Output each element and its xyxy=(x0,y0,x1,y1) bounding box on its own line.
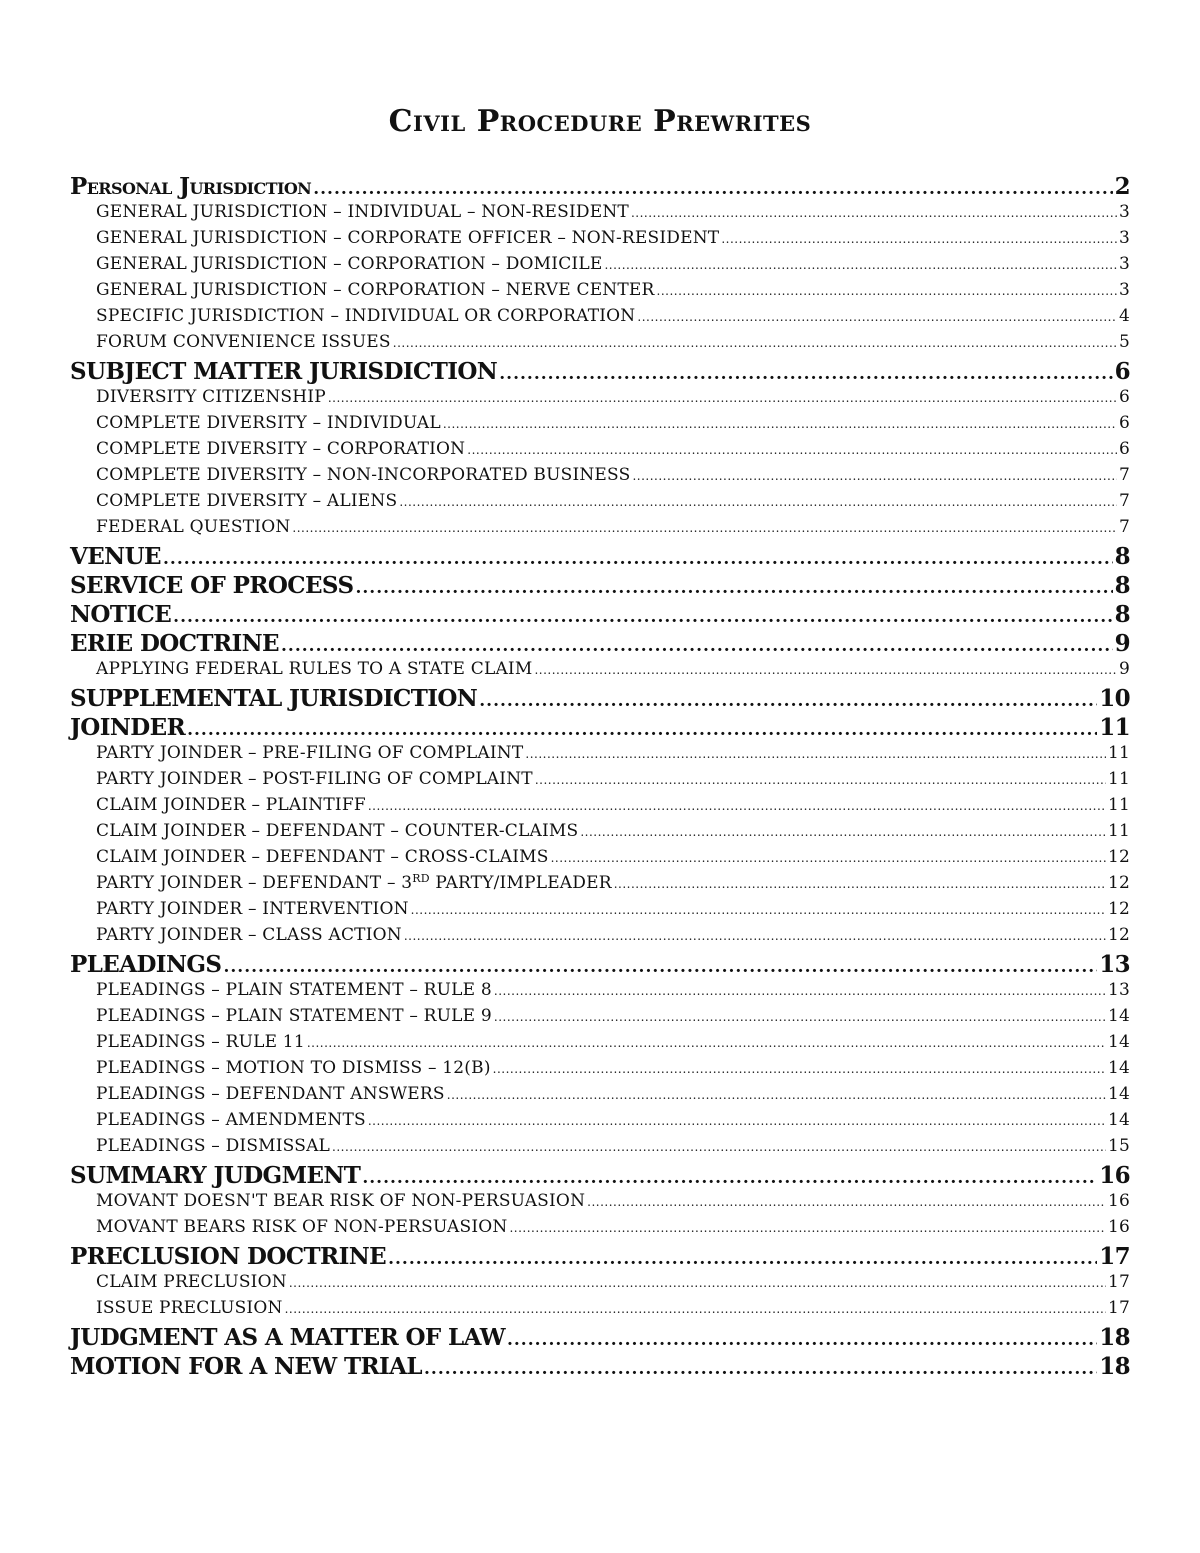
dot-leader xyxy=(493,1058,1106,1078)
toc-subsection-entry[interactable] xyxy=(70,202,1130,228)
toc-entry-text: PARTY JOINDER – INTERVENTION xyxy=(96,899,409,919)
toc-page-number: 12 xyxy=(1107,847,1130,867)
dot-leader xyxy=(551,847,1106,867)
toc-section-entry[interactable] xyxy=(70,630,1130,659)
dot-leader xyxy=(614,873,1106,893)
toc-entry-text: COMPLETE DIVERSITY – INDIVIDUAL xyxy=(96,413,441,433)
toc-page-number: 9 xyxy=(1118,659,1130,679)
toc-entry-text: SPECIFIC JURISDICTION – INDIVIDUAL OR CORPORATION xyxy=(96,306,636,326)
toc-entry-label xyxy=(96,980,492,1000)
toc-entry-text: PARTY JOINDER – POST-FILING OF COMPLAINT xyxy=(96,769,533,789)
dot-leader xyxy=(631,202,1117,222)
toc-entry-label xyxy=(70,572,353,599)
toc-entry-label xyxy=(70,358,497,385)
dot-leader xyxy=(509,1217,1105,1237)
toc-page-number: 3 xyxy=(1118,202,1130,222)
toc-entry-text: PARTY JOINDER – DEFENDANT – 3 xyxy=(96,873,413,893)
toc-page-number: 8 xyxy=(1114,601,1130,628)
dot-leader xyxy=(587,1191,1106,1211)
toc-entry-text: PLEADINGS – MOTION TO DISMISS – 12(B) xyxy=(96,1058,491,1078)
dot-leader xyxy=(479,685,1097,712)
toc-subsection-entry[interactable] xyxy=(70,899,1130,925)
toc-page-number: 16 xyxy=(1099,1162,1130,1189)
toc-entry-label xyxy=(70,1324,505,1351)
toc-entry-text: JUDGMENT AS A MATTER OF LAW xyxy=(70,1324,505,1351)
toc-entry-label xyxy=(96,254,602,274)
toc-page-number: 6 xyxy=(1118,387,1130,407)
dot-leader xyxy=(399,491,1117,511)
dot-leader xyxy=(535,769,1106,789)
toc-entry-text: DIVERSITY CITIZENSHIP xyxy=(96,387,326,407)
toc-page-number: 7 xyxy=(1118,465,1130,485)
dot-leader xyxy=(580,821,1106,841)
toc-entry-text: PLEADINGS – PLAIN STATEMENT – RULE 8 xyxy=(96,980,492,1000)
toc-entry-text: APPLYING FEDERAL RULES TO A STATE CLAIM xyxy=(96,659,533,679)
dot-leader xyxy=(281,630,1113,657)
dot-leader xyxy=(187,714,1097,741)
toc-entry-label xyxy=(96,306,635,326)
dot-leader xyxy=(443,413,1117,433)
toc-entry-text: COMPLETE DIVERSITY – CORPORATION xyxy=(96,439,466,459)
dot-leader xyxy=(289,1272,1106,1292)
toc-subsection-entry[interactable] xyxy=(70,1058,1130,1084)
toc-section-entry[interactable] xyxy=(70,1324,1130,1353)
toc-entry-label xyxy=(70,601,171,628)
toc-entry-text: NOTICE xyxy=(70,601,172,628)
toc-entry-label xyxy=(96,1084,445,1104)
toc-entry-text: FEDERAL QUESTION xyxy=(96,517,291,537)
toc-section-entry[interactable] xyxy=(70,358,1130,387)
toc-entry-label xyxy=(70,714,185,741)
toc-subsection-entry[interactable] xyxy=(70,659,1130,685)
toc-page-number: 3 xyxy=(1118,254,1130,274)
toc-section-entry[interactable] xyxy=(70,543,1130,572)
dot-leader xyxy=(368,1110,1106,1130)
toc-page-number: 7 xyxy=(1118,517,1130,537)
toc-entry-text: VENUE xyxy=(70,543,161,570)
document-title: Civil Procedure Prewrites xyxy=(388,104,812,139)
toc-subsection-entry[interactable] xyxy=(70,925,1130,951)
toc-subsection-entry[interactable] xyxy=(70,1084,1130,1110)
toc-entry-text: CLAIM PRECLUSION xyxy=(96,1272,287,1292)
toc-entry-label xyxy=(96,1136,330,1156)
toc-page-number: 18 xyxy=(1099,1353,1130,1380)
toc-entry-text: CLAIM JOINDER – DEFENDANT – CROSS-CLAIMS xyxy=(96,847,549,867)
toc-subsection-entry[interactable] xyxy=(70,1032,1130,1058)
toc-entry-text: SUBJECT MATTER JURISDICTION xyxy=(70,358,498,385)
toc-subsection-entry[interactable] xyxy=(70,1217,1130,1243)
toc-entry-label xyxy=(96,202,629,222)
toc-entry-text: PLEADINGS – DISMISSAL xyxy=(96,1136,331,1156)
dot-leader xyxy=(393,332,1117,352)
toc-page-number: 11 xyxy=(1107,769,1130,789)
dot-leader xyxy=(173,601,1112,628)
toc-entry-label xyxy=(96,1217,507,1237)
toc-page-number: 6 xyxy=(1118,439,1130,459)
toc-entry-label xyxy=(96,387,326,407)
toc-entry-label xyxy=(96,517,290,537)
toc-page-number: 11 xyxy=(1107,743,1130,763)
dot-leader xyxy=(355,572,1112,599)
toc-page-number: 6 xyxy=(1114,358,1130,385)
toc-entry-label xyxy=(96,769,533,789)
toc-page-number: 9 xyxy=(1114,630,1130,657)
toc-page-number: 11 xyxy=(1107,821,1130,841)
toc-entry-text: PLEADINGS – PLAIN STATEMENT – RULE 9 xyxy=(96,1006,492,1026)
toc-entry-label xyxy=(70,1243,386,1270)
toc-page-number: 14 xyxy=(1107,1032,1130,1052)
table-of-contents xyxy=(70,173,1130,1382)
toc-entry-label xyxy=(96,821,578,841)
toc-subsection-entry[interactable] xyxy=(70,254,1130,280)
toc-entry-text: PLEADINGS xyxy=(70,951,222,978)
toc-subsection-entry[interactable] xyxy=(70,1110,1130,1136)
toc-page-number: 12 xyxy=(1107,873,1130,893)
toc-entry-text: MOTION FOR A NEW TRIAL xyxy=(70,1353,422,1380)
toc-entry-label xyxy=(96,491,397,511)
toc-entry-label xyxy=(96,1272,287,1292)
dot-leader xyxy=(292,517,1117,537)
toc-page-number: 5 xyxy=(1118,332,1130,352)
toc-page-number: 14 xyxy=(1107,1110,1130,1130)
toc-entry-text: GENERAL JURISDICTION – CORPORATION – DOMICILE xyxy=(96,254,603,274)
toc-entry-label xyxy=(96,280,655,300)
dot-leader xyxy=(223,951,1097,978)
dot-leader xyxy=(285,1298,1106,1318)
toc-subsection-entry[interactable] xyxy=(70,280,1130,306)
toc-page-number: 10 xyxy=(1099,685,1130,712)
dot-leader xyxy=(467,439,1117,459)
toc-subsection-entry[interactable] xyxy=(70,873,1130,899)
toc-entry-text: PLEADINGS – AMENDMENTS xyxy=(96,1110,366,1130)
toc-entry-label xyxy=(96,873,612,893)
toc-subsection-entry[interactable] xyxy=(70,769,1130,795)
toc-entry-text: ERIE DOCTRINE xyxy=(70,630,279,657)
toc-subsection-entry[interactable] xyxy=(70,1191,1130,1217)
toc-entry-label xyxy=(96,439,465,459)
toc-subsection-entry[interactable] xyxy=(70,306,1130,332)
toc-entry-text: ISSUE PRECLUSION xyxy=(96,1298,283,1318)
toc-page-number: 13 xyxy=(1099,951,1130,978)
toc-entry-label xyxy=(96,465,630,485)
toc-subsection-entry[interactable] xyxy=(70,1006,1130,1032)
toc-entry-text: SUPPLEMENTAL JURISDICTION xyxy=(70,685,478,712)
toc-entry-text: JOINDER xyxy=(70,714,186,741)
toc-page-number: 18 xyxy=(1099,1324,1130,1351)
toc-subsection-entry[interactable] xyxy=(70,795,1130,821)
toc-subsection-entry[interactable] xyxy=(70,847,1130,873)
toc-page-number: 8 xyxy=(1114,572,1130,599)
dot-leader xyxy=(657,280,1117,300)
toc-entry-label xyxy=(70,543,161,570)
toc-page-number: 2 xyxy=(1114,173,1130,200)
toc-section-entry[interactable] xyxy=(70,1162,1130,1191)
toc-entry-label xyxy=(70,630,279,657)
toc-section-entry[interactable] xyxy=(70,1243,1130,1272)
toc-entry-label xyxy=(96,228,719,248)
toc-entry-text: Personal Jurisdiction xyxy=(70,173,312,200)
toc-entry-label xyxy=(96,899,409,919)
toc-subsection-entry[interactable] xyxy=(70,517,1130,543)
toc-page-number: 8 xyxy=(1114,543,1130,570)
toc-subsection-entry[interactable] xyxy=(70,491,1130,517)
dot-leader xyxy=(313,173,1112,200)
dot-leader xyxy=(604,254,1117,274)
toc-page-number: 11 xyxy=(1107,795,1130,815)
dot-leader xyxy=(494,1006,1106,1026)
toc-entry-label xyxy=(96,659,532,679)
toc-section-entry[interactable] xyxy=(70,714,1130,743)
toc-entry-text: MOVANT BEARS RISK OF NON-PERSUASION xyxy=(96,1217,508,1237)
toc-page-number: 4 xyxy=(1118,306,1130,326)
dot-leader xyxy=(424,1353,1097,1380)
toc-entry-label xyxy=(96,1006,492,1026)
toc-entry-label xyxy=(96,1298,283,1318)
toc-page-number: 13 xyxy=(1107,980,1130,1000)
dot-leader xyxy=(368,795,1106,815)
toc-subsection-entry[interactable] xyxy=(70,387,1130,413)
toc-section-entry[interactable] xyxy=(70,1353,1130,1382)
toc-subsection-entry[interactable] xyxy=(70,465,1130,491)
toc-entry-text: GENERAL JURISDICTION – CORPORATION – NERVE CENTER xyxy=(96,280,655,300)
toc-entry-text: PRECLUSION DOCTRINE xyxy=(70,1243,387,1270)
toc-section-entry[interactable] xyxy=(70,601,1130,630)
dot-leader xyxy=(637,306,1117,326)
toc-subsection-entry[interactable] xyxy=(70,980,1130,1006)
toc-page-number: 6 xyxy=(1118,413,1130,433)
toc-entry-text: CLAIM JOINDER – DEFENDANT – COUNTER-CLAIMS xyxy=(96,821,579,841)
dot-leader xyxy=(499,358,1112,385)
toc-page-number: 16 xyxy=(1107,1191,1130,1211)
toc-section-entry[interactable] xyxy=(70,572,1130,601)
dot-leader xyxy=(494,980,1106,1000)
toc-page-number: 14 xyxy=(1107,1058,1130,1078)
toc-subsection-entry[interactable] xyxy=(70,228,1130,254)
toc-subsection-entry[interactable] xyxy=(70,1272,1130,1298)
toc-entry-text: PARTY JOINDER – CLASS ACTION xyxy=(96,925,402,945)
dot-leader xyxy=(632,465,1117,485)
toc-entry-text: COMPLETE DIVERSITY – ALIENS xyxy=(96,491,398,511)
toc-page-number: 14 xyxy=(1107,1084,1130,1104)
toc-entry-text: SERVICE OF PROCESS xyxy=(70,572,354,599)
dot-leader xyxy=(404,925,1106,945)
toc-entry-label xyxy=(70,1162,360,1189)
toc-subsection-entry[interactable] xyxy=(70,413,1130,439)
toc-section-entry[interactable] xyxy=(70,685,1130,714)
toc-entry-label xyxy=(70,951,221,978)
toc-page-number: 12 xyxy=(1107,899,1130,919)
toc-page-number: 17 xyxy=(1099,1243,1130,1270)
toc-entry-text: PLEADINGS – DEFENDANT ANSWERS xyxy=(96,1084,445,1104)
toc-page-number: 11 xyxy=(1099,714,1130,741)
dot-leader xyxy=(362,1162,1097,1189)
toc-entry-text: MOVANT DOESN'T BEAR RISK OF NON-PERSUASION xyxy=(96,1191,586,1211)
toc-entry-text: PARTY JOINDER – PRE-FILING OF COMPLAINT xyxy=(96,743,524,763)
toc-entry-text: FORUM CONVENIENCE ISSUES xyxy=(96,332,391,352)
toc-entry-label xyxy=(96,413,441,433)
toc-entry-label xyxy=(96,1058,491,1078)
toc-entry-superscript: RD xyxy=(412,872,430,885)
toc-entry-label xyxy=(70,173,311,200)
toc-entry-label xyxy=(96,1191,585,1211)
toc-page-number: 12 xyxy=(1107,925,1130,945)
toc-section-entry[interactable] xyxy=(70,951,1130,980)
toc-entry-text: COMPLETE DIVERSITY – NON-INCORPORATED BUSINESS xyxy=(96,465,631,485)
toc-entry-text-continued: PARTY/IMPLEADER xyxy=(429,873,612,893)
toc-entry-label xyxy=(96,1032,305,1052)
toc-entry-text: PLEADINGS – RULE 11 xyxy=(96,1032,305,1052)
toc-subsection-entry[interactable] xyxy=(70,1136,1130,1162)
toc-entry-label xyxy=(70,1353,422,1380)
toc-entry-label xyxy=(96,795,366,815)
dot-leader xyxy=(388,1243,1097,1270)
toc-entry-label xyxy=(96,743,523,763)
toc-subsection-entry[interactable] xyxy=(70,743,1130,769)
dot-leader xyxy=(507,1324,1097,1351)
dot-leader xyxy=(163,543,1113,570)
toc-section-entry[interactable] xyxy=(70,173,1130,202)
toc-page-number: 3 xyxy=(1118,228,1130,248)
toc-entry-text: GENERAL JURISDICTION – CORPORATE OFFICER – NON-RESIDENT xyxy=(96,228,720,248)
toc-subsection-entry[interactable] xyxy=(70,332,1130,358)
dot-leader xyxy=(447,1084,1106,1104)
toc-entry-label xyxy=(96,847,549,867)
toc-page-number: 17 xyxy=(1107,1298,1130,1318)
toc-entry-label xyxy=(70,685,477,712)
dot-leader xyxy=(307,1032,1106,1052)
toc-page-number: 7 xyxy=(1118,491,1130,511)
toc-page-number: 17 xyxy=(1107,1272,1130,1292)
dot-leader xyxy=(721,228,1117,248)
toc-page-number: 14 xyxy=(1107,1006,1130,1026)
toc-page-number: 15 xyxy=(1107,1136,1130,1156)
toc-subsection-entry[interactable] xyxy=(70,1298,1130,1324)
toc-subsection-entry[interactable] xyxy=(70,821,1130,847)
toc-entry-text: SUMMARY JUDGMENT xyxy=(70,1162,361,1189)
dot-leader xyxy=(525,743,1106,763)
dot-leader xyxy=(534,659,1117,679)
toc-entry-text: GENERAL JURISDICTION – INDIVIDUAL – NON-RESIDENT xyxy=(96,202,629,222)
toc-entry-label xyxy=(96,925,402,945)
dot-leader xyxy=(411,899,1106,919)
toc-page-number: 16 xyxy=(1107,1217,1130,1237)
toc-page-number: 3 xyxy=(1118,280,1130,300)
toc-subsection-entry[interactable] xyxy=(70,439,1130,465)
toc-entry-label xyxy=(96,332,391,352)
toc-entry-label xyxy=(96,1110,366,1130)
dot-leader xyxy=(328,387,1117,407)
dot-leader xyxy=(332,1136,1106,1156)
toc-entry-text: CLAIM JOINDER – PLAINTIFF xyxy=(96,795,366,815)
